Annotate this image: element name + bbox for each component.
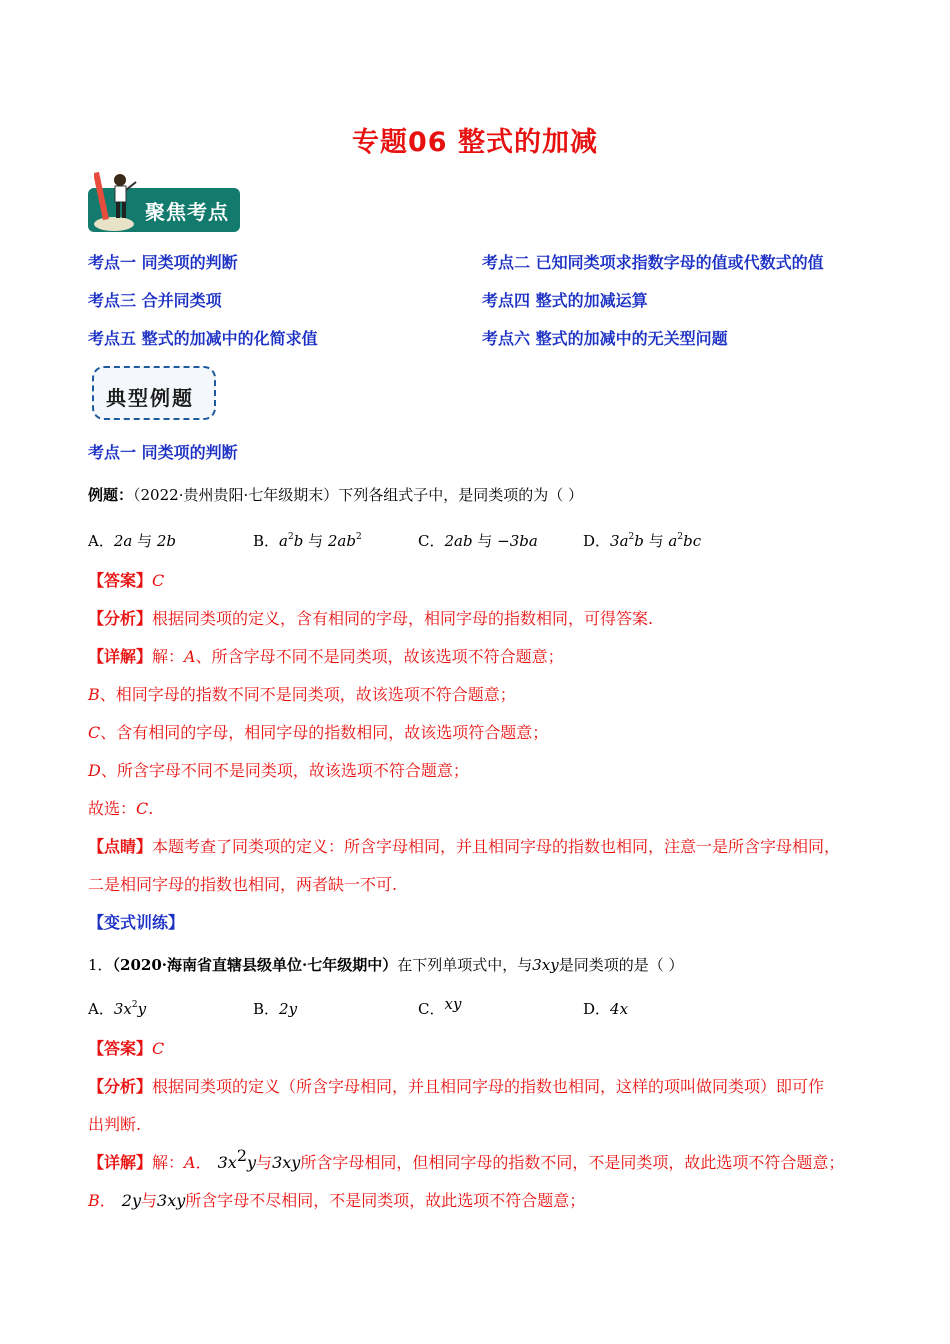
topic-4: 考点四 整式的加减运算 xyxy=(482,291,648,310)
q1-option-d: D．4x xyxy=(583,1000,629,1018)
example-option-d: D．$3a^2b$ 与 $a^2bc$ xyxy=(583,532,702,550)
q1-option-c: C．xy xyxy=(418,995,462,1018)
example-text: 下列各组式子中，是同类项的为（ ） xyxy=(338,486,584,504)
topic-1: 考点一 同类项的判断 xyxy=(88,253,238,272)
q1-option-a: A．$3x^2y$ xyxy=(88,1000,147,1018)
section-heading: 考点一 同类项的判断 xyxy=(88,443,238,462)
topic-5: 考点五 整式的加减中的化简求值 xyxy=(88,329,318,348)
example-source: （2022·贵州贵阳·七年级期末） xyxy=(133,486,339,504)
example-option-a: A．2a 与 2b xyxy=(88,532,177,550)
example-comment-1: 【点睛】本题考查了同类项的定义：所含字母相同，并且相同字母的指数也相同，注意一是所含字母相同， xyxy=(88,837,841,856)
q1-answer: 【答案】C xyxy=(88,1039,165,1058)
topic-2: 考点二 已知同类项求指数字母的值或代数式的值 xyxy=(482,253,824,272)
q1-detail-a: 【详解】解：A． $3x^2y$与3xy所含字母相同，但相同字母的指数不同，不是同类项，故此选项不符合题意； xyxy=(88,1146,845,1172)
q1-option-b: B．2y xyxy=(253,1000,298,1018)
q1-analysis-1: 【分析】根据同类项的定义（所含字母相同，并且相同字母的指数也相同，这样的项叫做同类项）即可作 xyxy=(88,1077,825,1096)
example-answer: 【答案】C xyxy=(88,571,165,590)
example-detail-d: D、所含字母不同不是同类项，故该选项不符合题意； xyxy=(88,761,469,780)
example-question xyxy=(88,484,583,505)
example-detail-c: C、含有相同的字母，相同字母的指数相同，故该选项符合题意； xyxy=(88,723,549,742)
example-choose: 故选：C. xyxy=(88,799,154,818)
example-comment-2: 二是相同字母的指数也相同，两者缺一不可. xyxy=(88,875,398,894)
student-figure-icon xyxy=(94,168,140,232)
examples-badge-label: 典型例题 xyxy=(106,386,194,410)
example-option-b: B．$a^2b$ 与 $2ab^2$ xyxy=(253,532,362,550)
topic-6: 考点六 整式的加减中的无关型问题 xyxy=(482,329,728,348)
focus-banner-label: 聚焦考点 xyxy=(145,200,229,224)
example-detail-a: 【详解】解：A、所含字母不同不是同类项，故该选项不符合题意； xyxy=(88,647,564,666)
variant-heading: 【变式训练】 xyxy=(88,913,185,932)
example-detail-b: B、相同字母的指数不同不是同类项，故该选项不符合题意； xyxy=(88,685,516,704)
q1-analysis-2: 出判断. xyxy=(88,1115,142,1134)
example-analysis: 【分析】根据同类项的定义，含有相同的字母，相同字母的指数相同，可得答案. xyxy=(88,609,654,628)
example-option-c: C．2ab 与 −3ba xyxy=(418,532,538,550)
page-title: 专题06 整式的加减 xyxy=(352,127,598,158)
q1-detail-b: B． 2y与3xy所含字母不尽相同，不是同类项，故此选项不符合题意； xyxy=(88,1191,586,1210)
topic-3: 考点三 合并同类项 xyxy=(88,291,222,310)
example-label: 例题： xyxy=(88,486,134,504)
q1-question: 1．（2020·海南省直辖县级单位·七年级期中）在下列单项式中，与3xy是同类项的是（ ） xyxy=(88,956,684,974)
